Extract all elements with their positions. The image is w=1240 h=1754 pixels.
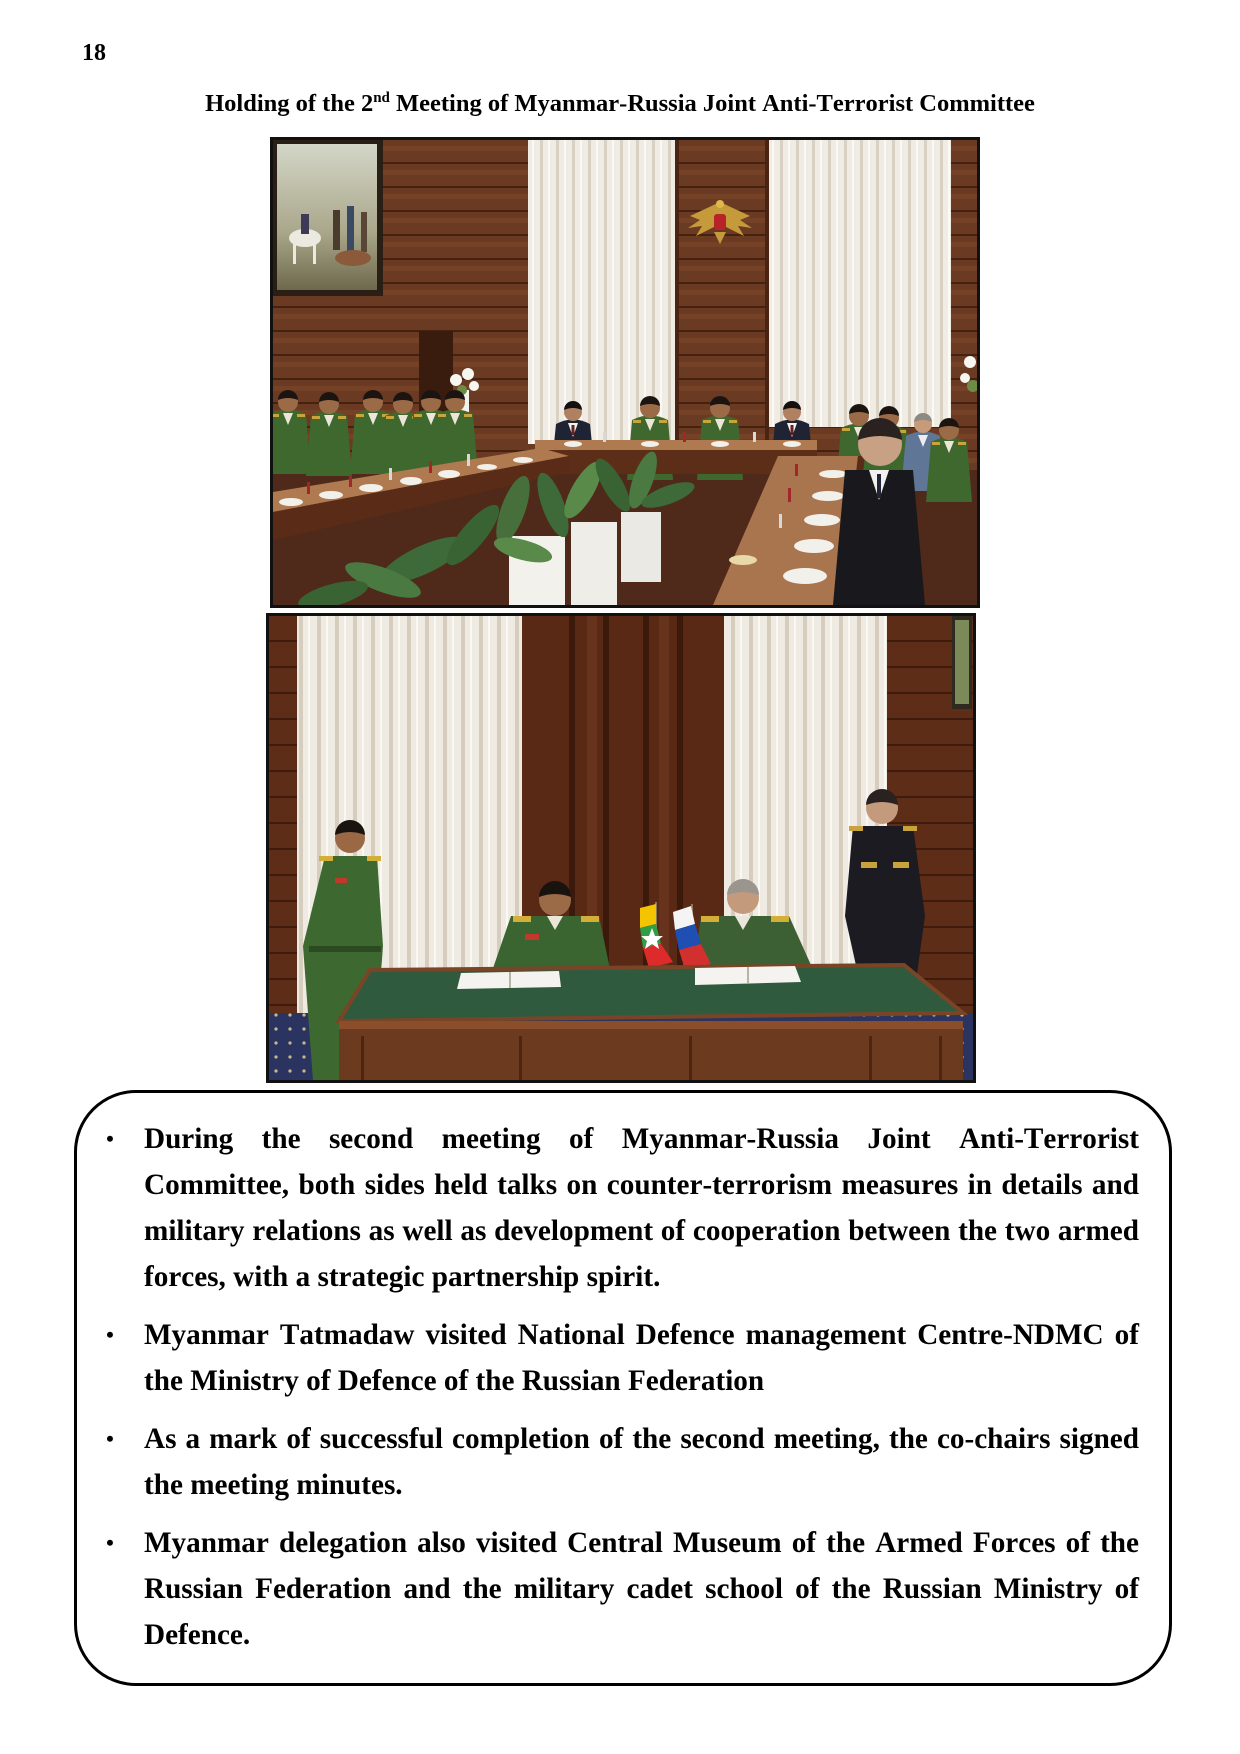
page-title: [0, 89, 1240, 119]
wall-painting: [273, 140, 383, 296]
bullet-dot: [103, 1416, 117, 1462]
bullet-item: [144, 1116, 1139, 1300]
page-title-part: Holding of the 2: [205, 90, 374, 117]
bullet-dot: [103, 1116, 117, 1162]
signing-table: [339, 965, 963, 1080]
bullet-item: [144, 1312, 1139, 1404]
bullet-list: [144, 1116, 1139, 1658]
meeting-photo-image: [273, 140, 977, 605]
bullet-item: [144, 1520, 1139, 1658]
bullet-text: Myanmar Tatmadaw visited National Defence management Centre-NDMC of the Ministry of Defence of the Russian Federation: [144, 1319, 1139, 1397]
bullet-text: During the second meeting of Myanmar-Russia Joint Anti-Terrorist Committee, both sides held talks on counter-terrorism measures in details and military relations as well as development of cooperation between the two armed forces, with a strategic partnership spirit.: [144, 1123, 1139, 1293]
curtain: [769, 140, 951, 427]
bullet-dot: [103, 1312, 117, 1358]
page-title-part: Meeting of Myanmar-Russia Joint Anti-Terrorist Committee: [389, 90, 1035, 117]
summary-box: [74, 1090, 1172, 1686]
signing-photo: [266, 613, 976, 1083]
page-title-ordinal: nd: [373, 90, 390, 106]
signing-photo-image: [269, 616, 973, 1080]
bullet-dot: [103, 1520, 117, 1566]
wall-picture: [952, 616, 972, 709]
page-number: 18: [82, 40, 106, 66]
bullet-text: As a mark of successful completion of the second meeting, the co-chairs signed the meeting minutes.: [144, 1423, 1139, 1501]
bullet-text: Myanmar delegation also visited Central Museum of the Armed Forces of the Russian Federation and the military cadet school of the Russian Ministry of Defence.: [144, 1527, 1139, 1651]
meeting-photo: [270, 137, 980, 608]
bullet-item: [144, 1416, 1139, 1508]
